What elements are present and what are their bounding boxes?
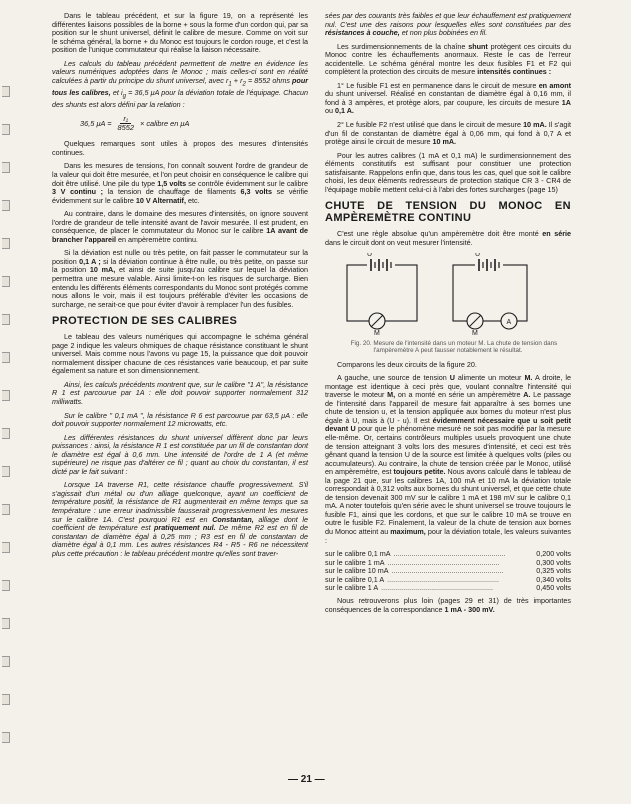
table-row: sur le calibre 1 mA ........................................................ 0,300 volts	[325, 557, 571, 567]
circuit-diagram	[325, 253, 571, 335]
paragraph: Au contraire, dans le domaine des mesures d'intensités, on ignore souvent l'ordre de grandeur de telle intensité avant de l'avoir mesurée. Il est prudent, en conséquence, de placer le commutateur du Monoc sur le calibre 1A avant de brancher l'appareil en ampèremètre continu.	[52, 209, 308, 244]
motor-icon	[467, 313, 483, 329]
figure-20	[325, 253, 571, 338]
paragraph: Nous retrouverons plus loin (pages 29 et 31) de très importantes conséquences de la correspondance 1 mA - 300 mV.	[325, 596, 571, 614]
table-row: sur le calibre 10 mA ........................................................ 0,325 volts	[325, 566, 571, 576]
left-column	[52, 12, 308, 563]
paragraph: A gauche, une source de tension U alimente un moteur M. A droite, le montage est identique à ceci près que, voulant connaître l'intensité qui traverse le moteur M, on a monté en série un ampèremètre A. Le passage de l'intensité dans l'appareil de mesure fait apparaître à ses bornes une chute de tension u, et la tension appliquée aux bornes du moteur n'est plus égale à U, mais à (U - u). Il est évidemment nécessaire que u soit petit devant U pour que le phénomène mesuré ne soit pas modifié par la mesure elle-même. Or, certains contrôleurs multiples usuels provoquent une chute de tension atteignant 3 volts lors des mesures d'intensité, et ceci est très gênant quand la tension U de la source est limitée à quelques volts (piles ou accumulateurs). Au contraire, la chute de tension créée par le Monoc, utilisé en ampèremètre, est toujours petite. Nous avons calculé dans le tableau de la page 21 que, sur les calibres 1A, 100 mA et 10 mA la déviation totale correspondait à 0,312 volts aux bornes du shunt universel, et que cette chute de tension devenait 300 mV sur le calibre 1 mA et 198 mV sur le calibre 0,1 mA. A noter toutefois qu'en série avec le shunt universel se trouve toujours le fusible F1, ainsi que les cordons, et que sur le calibre 10 mA se trouve en outre le fusible F2. Finalement, la valeur de la chute de tension aux bornes du Monoc atteint au maximum, pour la déviation totale, les valeurs suivantes :	[325, 373, 571, 545]
voltage-label: U	[367, 253, 373, 259]
section-heading: PROTECTION DE SES CALIBRES	[52, 315, 238, 328]
paragraph: sées par des courants très faibles et que leur échauffement est pratiquement nul. C'est une des raisons pour lesquelles elles sont constituées par des résistances à couche, et non plus bobinées en fil.	[325, 11, 571, 38]
table-row: sur le calibre 1 A ........................................................ 0,450 volts	[325, 583, 571, 593]
shunt-formula: 36,5 μA = $\frac{\text{r₁}}{8552}$ × calibre en μA	[80, 114, 190, 133]
paragraph: Dans les mesures de tensions, l'on connaît souvent l'ordre de grandeur de la valeur qui doit être mesurée, et l'on peut choisir en conséquence le calibre qui doit être utilisé. Une pile du type 1,5 volts se contrôle évidemment sur le calibre 3 V continu ; la tension de chauffage de filaments 6,3 volts se vérifie évidemment sur le calibre 10 V Alternatif, etc.	[52, 161, 309, 205]
motor-label: M	[472, 330, 478, 336]
table-row: sur le calibre 0,1 A ........................................................ 0,340 volts	[325, 574, 571, 584]
paragraph: Les surdimensionnements de la chaîne shunt protègent ces circuits du Monoc contre les échauffements anormaux. Reste le cas de l'erreur accidentelle. Le schéma général montre les deux fusibles F1 et F2 qui complètent la protection des circuits de mesure intensités continues :	[325, 41, 572, 77]
paragraph: Ainsi, les calculs précédents montrent que, sur le calibre "1 A", la résistance R 1 est parcourue par 1A : elle doit pouvoir supporter normalement 312 milliwatts.	[52, 379, 308, 407]
motor-label: M	[374, 330, 380, 336]
paragraph: Si la déviation est nulle ou très petite, on fait passer le commutateur sur la position 0,1 A ; si la déviation continue à être nulle, ou très petite, on passe sur la position 10 mA, et ainsi de suite jusqu'au calibre sur lequel la déviation permettra une mesure valable. Ainsi limite-t-on les risques de surcharge. Bien entendu les différents éléments correspondants du Monoc sont protégés comme nous allons le voir, mais il est toujours préférable d'éviter les occasions de surcharge, ne serait-ce que pour éviter d'avoir à remplacer l'un des fusibles.	[52, 248, 308, 309]
section-heading: CHUTE DE TENSION DU MONOC EN AMPÈREMÈTRE CONTINU	[325, 200, 571, 225]
binding-holes	[0, 0, 14, 804]
paragraph: 2° Le fusible F2 n'est utilisé que dans le circuit de mesure 10 mA. Il s'agit d'un fil de constantan de diamètre égal à 0,06 mm, qui fond à 0,7 A et protège ainsi le circuit de mesure 10 mA.	[325, 120, 571, 147]
left-circuit-loop	[347, 265, 417, 321]
ammeter-label: A	[506, 319, 512, 327]
battery-icon	[367, 257, 395, 273]
paragraph: C'est une règle absolue qu'un ampèremètre doit être monté en série dans le circuit dont on veut mesurer l'intensité.	[325, 229, 571, 247]
table-row: sur le calibre 0,1 mA ........................................................ 0,200 volts	[325, 549, 571, 559]
motor-icon	[369, 313, 385, 329]
battery-icon	[475, 257, 503, 273]
paragraph: Le tableau des valeurs numériques qui accompagne le schéma général page 2 indique les valeurs ohmiques de chaque résistance constituant le shunt universel. Mais comme nous l'avons vu page 15, la puissance que doit pouvoir normalement dissiper chacune de ces résistances varie beaucoup, et par suite également sa nature et son dimensionnement.	[52, 332, 308, 376]
paragraph: Sur le calibre " 0,1 mA ", la résistance R 6 est parcourue par 63,5 μA : elle doit pouvoir supporter normalement 12 microwatts, etc.	[52, 410, 308, 429]
voltage-drop-table	[325, 550, 571, 593]
right-column	[325, 12, 571, 619]
voltage-label: U	[475, 253, 481, 259]
paragraph: Comparons les deux circuits de la figure 20.	[337, 359, 477, 369]
paragraph: 1° Le fusible F1 est en permanence dans le circuit de mesure en amont du shunt universel. Réalisé en constantan de diamètre égal à 0,16 mm, il fond à 3 ampères, et protège alors, par coupure, les circuits de mesure 1A ou 0,1 A.	[325, 80, 571, 116]
page-number: — 21 —	[288, 774, 325, 785]
right-circuit-loop	[453, 265, 527, 321]
paragraph: Pour les autres calibres (1 mA et 0,1 mA) le surdimensionnement des éléments constitutifs est suffisant pour constituer une protection satisfaisante. Rappelons enfin que, dans tous les cas, quel que soit le calibre choisi, les deux éléments redresseurs de protection statique CR 3 - CR4 de l'équipage mobile mettent celui-ci à l'abri des fortes surcharges (page 15)	[325, 150, 571, 194]
paragraph: Quelques remarques sont utiles à propos des mesures d'intensités continues.	[52, 139, 308, 157]
paragraph: Les différentes résistances du shunt universel diffèrent donc par leurs puissances : ainsi, la résistance R 1 est constituée par un fil de constantan dont le diamètre est égal à 0,6 mm. Une intensité de l'ordre de 1 A (et même supérieure) ne risque pas d'altérer ce fil ; quant au choix du constantan, il est dicté par le fait suivant :	[52, 432, 308, 476]
paragraph: Les calculs du tableau précédent permettent de mettre en évidence les valeurs numériques adoptées dans le Monoc ; mais celles-ci sont en réalité calculées à partir du principe du shunt universel, avec $r_1 + r_2 = 8552$ ohms pour tous les calibres, et $i_g = 36,5$ μA pour la déviation totale de l'équipage. Chacun des shunts est alors défini par la relation :	[52, 58, 309, 109]
paragraph: Lorsque 1A traverse R1, cette résistance chauffe progressivement. S'il s'agissait d'un métal ou d'un alliage quelconque, ayant un coefficient de température positif, la résistance de R1 augmenterait en même temps que sa température : une erreur inadmissible fausserait progressivement les mesures sur le calibre 1A. C'est pourquoi R1 est en Constantan, alliage dont le coefficient de température est pratiquement nul. De même R2 est en fil de constantan de diamètre égal à 0,25 mm ; R3 est en fil de constantan de diamètre égal à 0,1 mm. Les autres résistances R4 - R5 - R6 ne nécessitent plus cette précaution : le tableau précédent montre qu'elles sont traver-	[52, 480, 308, 558]
paragraph: Dans le tableau précédent, et sur la figure 19, on a représenté les différentes liaisons possibles de la borne + sous la forme d'un cordon qui, par sa position sur le shunt universel, définit le calibre de mesure. Comme on voit sur le schéma général, la borne + du Monoc est toujours le cordon rouge, et c'est la position de l'unique commutateur qui réalise la liaison nécessaire.	[52, 11, 308, 55]
figure-caption: Fig. 20. Mesure de l'intensité dans un moteur M. La chute de tension dans l'ampèremètre A peut fausser notablement le résultat.	[350, 340, 558, 355]
